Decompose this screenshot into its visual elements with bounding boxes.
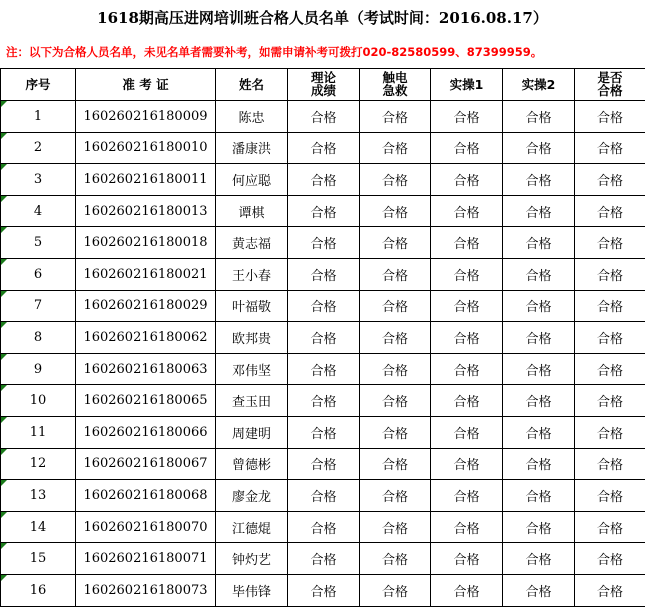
row-number-cell: 8: [1, 322, 76, 354]
exam-id-cell: 160260216180070: [76, 511, 216, 543]
practical-2-cell: 合格: [503, 290, 575, 322]
practical-1-cell: 合格: [431, 416, 503, 448]
row-number-cell: 11: [1, 416, 76, 448]
practical-1-cell: 合格: [431, 322, 503, 354]
row-number-cell: 4: [1, 195, 76, 227]
col-header-theory: [288, 69, 360, 101]
exam-id-cell: 160260216180029: [76, 290, 216, 322]
pass-status-cell: 合格: [575, 322, 645, 354]
table-row: [1, 164, 645, 196]
table-row: [1, 480, 645, 512]
practical-1-cell: 合格: [431, 511, 503, 543]
name-cell: 欧邦贵: [216, 322, 288, 354]
exam-id-cell: 160260216180062: [76, 322, 216, 354]
first-aid-cell: 合格: [360, 448, 431, 480]
pass-status-cell: 合格: [575, 448, 645, 480]
pass-status-cell: 合格: [575, 574, 645, 606]
practical-2-cell: 合格: [503, 132, 575, 164]
exam-id-cell: 160260216180010: [76, 132, 216, 164]
roster-table: [0, 68, 645, 607]
col-header-prac1: 实操1: [431, 69, 503, 101]
name-cell: 钟灼艺: [216, 543, 288, 575]
pass-status-cell: 合格: [575, 258, 645, 290]
row-number-cell: 7: [1, 290, 76, 322]
practical-2-cell: 合格: [503, 322, 575, 354]
table-row: [1, 258, 645, 290]
row-number-cell: 14: [1, 511, 76, 543]
table-row: [1, 385, 645, 417]
name-cell: 谭棋: [216, 195, 288, 227]
exam-id-cell: 160260216180071: [76, 543, 216, 575]
table-row: [1, 322, 645, 354]
theory-score-cell: 合格: [288, 416, 360, 448]
page-title: 1618期高压进网培训班合格人员名单（考试时间：2016.08.17）: [97, 9, 548, 27]
col-header-shock-line1: 触电: [382, 70, 408, 85]
practical-1-cell: 合格: [431, 543, 503, 575]
first-aid-cell: 合格: [360, 353, 431, 385]
col-header-name: 姓名: [216, 69, 288, 101]
practical-2-cell: 合格: [503, 195, 575, 227]
col-header-shock: [360, 69, 431, 101]
name-cell: 潘康洪: [216, 132, 288, 164]
header-row: [1, 69, 645, 101]
row-number-cell: 13: [1, 480, 76, 512]
first-aid-cell: 合格: [360, 480, 431, 512]
pass-status-cell: 合格: [575, 385, 645, 417]
exam-id-cell: 160260216180065: [76, 385, 216, 417]
exam-id-cell: 160260216180013: [76, 195, 216, 227]
exam-id-cell: 160260216180068: [76, 480, 216, 512]
col-header-id: 准 考 证: [76, 69, 216, 101]
exam-id-cell: 160260216180018: [76, 227, 216, 259]
col-header-pass-line2: 合格: [597, 83, 623, 98]
table-row: [1, 416, 645, 448]
practical-1-cell: 合格: [431, 164, 503, 196]
practical-2-cell: 合格: [503, 164, 575, 196]
practical-1-cell: 合格: [431, 448, 503, 480]
name-cell: 江德焜: [216, 511, 288, 543]
row-number-cell: 16: [1, 574, 76, 606]
practical-2-cell: 合格: [503, 227, 575, 259]
first-aid-cell: 合格: [360, 132, 431, 164]
table-row: [1, 101, 645, 133]
table-row: [1, 574, 645, 606]
pass-status-cell: 合格: [575, 195, 645, 227]
first-aid-cell: 合格: [360, 290, 431, 322]
row-number-cell: 15: [1, 543, 76, 575]
name-cell: 陈忠: [216, 101, 288, 133]
row-number-cell: 3: [1, 164, 76, 196]
first-aid-cell: 合格: [360, 227, 431, 259]
col-header-shock-line2: 急救: [382, 83, 408, 98]
name-cell: 曾德彬: [216, 448, 288, 480]
row-number-cell: 1: [1, 101, 76, 133]
row-number-cell: 12: [1, 448, 76, 480]
pass-status-cell: 合格: [575, 101, 645, 133]
first-aid-cell: 合格: [360, 101, 431, 133]
col-header-pass-line1: 是否: [597, 70, 623, 85]
theory-score-cell: 合格: [288, 258, 360, 290]
practical-1-cell: 合格: [431, 132, 503, 164]
notice-text: 注：以下为合格人员名单，未见名单者需要补考，如需申请补考可拨打020-82580599、87399959。: [6, 45, 543, 59]
practical-1-cell: 合格: [431, 574, 503, 606]
pass-status-cell: 合格: [575, 480, 645, 512]
exam-id-cell: 160260216180021: [76, 258, 216, 290]
row-number-cell: 6: [1, 258, 76, 290]
name-cell: 周建明: [216, 416, 288, 448]
practical-2-cell: 合格: [503, 385, 575, 417]
pass-status-cell: 合格: [575, 164, 645, 196]
table-row: [1, 353, 645, 385]
practical-2-cell: 合格: [503, 448, 575, 480]
row-number-cell: 9: [1, 353, 76, 385]
theory-score-cell: 合格: [288, 385, 360, 417]
roster-body: [1, 101, 645, 607]
practical-2-cell: 合格: [503, 543, 575, 575]
exam-id-cell: 160260216180009: [76, 101, 216, 133]
first-aid-cell: 合格: [360, 543, 431, 575]
first-aid-cell: 合格: [360, 322, 431, 354]
pass-status-cell: 合格: [575, 543, 645, 575]
practical-1-cell: 合格: [431, 258, 503, 290]
first-aid-cell: 合格: [360, 385, 431, 417]
theory-score-cell: 合格: [288, 543, 360, 575]
exam-id-cell: 160260216180011: [76, 164, 216, 196]
theory-score-cell: 合格: [288, 574, 360, 606]
theory-score-cell: 合格: [288, 448, 360, 480]
theory-score-cell: 合格: [288, 511, 360, 543]
exam-id-cell: 160260216180063: [76, 353, 216, 385]
practical-1-cell: 合格: [431, 227, 503, 259]
practical-1-cell: 合格: [431, 290, 503, 322]
practical-2-cell: 合格: [503, 416, 575, 448]
name-cell: 王小春: [216, 258, 288, 290]
row-number-cell: 5: [1, 227, 76, 259]
pass-status-cell: 合格: [575, 353, 645, 385]
pass-status-cell: 合格: [575, 227, 645, 259]
first-aid-cell: 合格: [360, 258, 431, 290]
practical-1-cell: 合格: [431, 353, 503, 385]
theory-score-cell: 合格: [288, 227, 360, 259]
name-cell: 叶福敬: [216, 290, 288, 322]
practical-2-cell: 合格: [503, 511, 575, 543]
practical-1-cell: 合格: [431, 480, 503, 512]
name-cell: 毕伟锋: [216, 574, 288, 606]
col-header-pass: [575, 69, 645, 101]
first-aid-cell: 合格: [360, 195, 431, 227]
pass-status-cell: 合格: [575, 416, 645, 448]
practical-2-cell: 合格: [503, 353, 575, 385]
practical-2-cell: 合格: [503, 480, 575, 512]
practical-1-cell: 合格: [431, 385, 503, 417]
col-header-no: 序号: [1, 69, 76, 101]
name-cell: 查玉田: [216, 385, 288, 417]
name-cell: 邓伟坚: [216, 353, 288, 385]
theory-score-cell: 合格: [288, 101, 360, 133]
practical-1-cell: 合格: [431, 101, 503, 133]
first-aid-cell: 合格: [360, 511, 431, 543]
name-cell: 何应聪: [216, 164, 288, 196]
theory-score-cell: 合格: [288, 195, 360, 227]
col-header-theory-line2: 成绩: [310, 83, 336, 98]
col-header-prac2: 实操2: [503, 69, 575, 101]
theory-score-cell: 合格: [288, 480, 360, 512]
table-row: [1, 227, 645, 259]
theory-score-cell: 合格: [288, 132, 360, 164]
pass-status-cell: 合格: [575, 132, 645, 164]
theory-score-cell: 合格: [288, 290, 360, 322]
row-number-cell: 2: [1, 132, 76, 164]
table-row: [1, 511, 645, 543]
exam-id-cell: 160260216180066: [76, 416, 216, 448]
exam-id-cell: 160260216180073: [76, 574, 216, 606]
table-row: [1, 290, 645, 322]
table-row: [1, 132, 645, 164]
practical-2-cell: 合格: [503, 101, 575, 133]
first-aid-cell: 合格: [360, 416, 431, 448]
table-row: [1, 448, 645, 480]
theory-score-cell: 合格: [288, 322, 360, 354]
first-aid-cell: 合格: [360, 574, 431, 606]
theory-score-cell: 合格: [288, 164, 360, 196]
col-header-theory-line1: 理论: [310, 70, 336, 85]
theory-score-cell: 合格: [288, 353, 360, 385]
table-row: [1, 195, 645, 227]
practical-2-cell: 合格: [503, 574, 575, 606]
exam-id-cell: 160260216180067: [76, 448, 216, 480]
practical-1-cell: 合格: [431, 195, 503, 227]
first-aid-cell: 合格: [360, 164, 431, 196]
pass-status-cell: 合格: [575, 290, 645, 322]
name-cell: 廖金龙: [216, 480, 288, 512]
table-row: [1, 543, 645, 575]
pass-status-cell: 合格: [575, 511, 645, 543]
name-cell: 黄志福: [216, 227, 288, 259]
row-number-cell: 10: [1, 385, 76, 417]
practical-2-cell: 合格: [503, 258, 575, 290]
